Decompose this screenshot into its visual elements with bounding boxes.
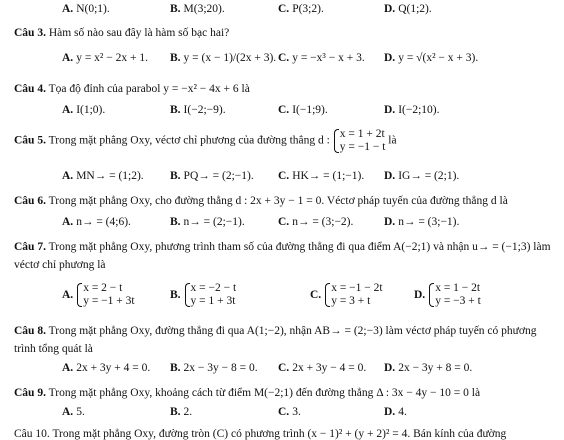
q9-option-a: A. 5.: [62, 406, 85, 418]
q8-option-a: A. 2x + 3y + 4 = 0.: [62, 362, 151, 374]
question-9: Câu 9. Trong mặt phẳng Oxy, khoảng cách từ điểm M(−2;1) đến đường thẳng Δ : 3x − 4y − 10 = 0 là: [14, 387, 481, 399]
question-10-partial: Câu 10. Trong mặt phẳng Oxy, đường tròn (C) có phương trình (x − 1)² + (y + 2)² = 4. Bán kính của đường: [14, 428, 507, 440]
question-4: Câu 4. Tọa độ đỉnh của parabol y = −x² − 4x + 6 là: [14, 83, 250, 95]
q6-option-a: A. n→ = (4;6).: [62, 216, 131, 228]
q8-option-c: C. 2x + 3y − 4 = 0.: [278, 362, 367, 374]
q5-option-c: C. HK→ = (1;−1).: [278, 170, 365, 182]
q7-option-b: B. x = −2 − t y = 1 + 3t: [170, 282, 237, 307]
question-7: Câu 7. Trong mặt phẳng Oxy, phương trình tham số của đường thẳng đi qua điểm A(−2;1) và nhận u→ = (−1;3) làm véctơ chỉ phương là: [14, 241, 551, 271]
question-8: Câu 8. Trong mặt phẳng Oxy, đường thẳng đi qua A(1;−2), nhận AB→ = (2;−3) làm véctơ pháp tuyến có phương trình tổng quát là: [14, 325, 537, 355]
q8-option-b: B. 2x − 3y − 8 = 0.: [170, 362, 258, 374]
option-c: C. P(3;2).: [278, 3, 324, 15]
q6-option-b: B. n→ = (2;−1).: [170, 216, 245, 228]
q5-option-d: D. IG→ = (2;1).: [384, 170, 460, 182]
option-d: D. Q(1;2).: [384, 3, 432, 15]
q3-option-b: B. y = (x − 1)/(2x + 3).: [170, 52, 277, 64]
question-6: Câu 6. Trong mặt phẳng Oxy, cho đường thẳng d : 2x + 3y − 1 = 0. Véctơ pháp tuyến của đường thẳng d là: [14, 195, 508, 207]
q3-option-a: A. y = x² − 2x + 1.: [62, 52, 148, 64]
q4-option-a: A. I(1;0).: [62, 104, 106, 116]
q6-option-c: C. n→ = (3;−2).: [278, 216, 354, 228]
q5-option-b: B. PQ→ = (2;−1).: [170, 170, 254, 182]
q8-option-d: D. 2x − 3y + 8 = 0.: [384, 362, 473, 374]
q9-option-d: D. 4.: [384, 406, 407, 418]
q3-option-c: C. y = −x³ − x + 3.: [278, 52, 365, 64]
parametric-system: x = 1 + 2t y = −1 − t: [333, 128, 386, 154]
option-b: B. M(3;20).: [170, 3, 225, 15]
q4-option-d: D. I(−2;10).: [384, 104, 440, 116]
q7-option-c: C. x = −1 − 2t y = 3 + t: [310, 282, 383, 307]
q3-option-d: D. y = √(x² − x + 3).: [384, 52, 479, 64]
q5-option-a: A. MN→ = (1;2).: [62, 170, 144, 182]
option-a: A. N(0;1).: [62, 3, 110, 15]
q4-option-b: B. I(−2;−9).: [170, 104, 226, 116]
q7-option-a: A. x = 2 − t y = −1 + 3t: [62, 282, 135, 307]
q9-option-b: B. 2.: [170, 406, 193, 418]
question-5: Câu 5. Trong mặt phẳng Oxy, véctơ chỉ phương của đường thẳng d : x = 1 + 2t y = −1 − t là: [14, 128, 397, 153]
q7-option-d: D. x = 1 − 2t y = −3 + t: [414, 282, 481, 307]
question-3: Câu 3. Hàm số nào sau đây là hàm số bạc hai?: [14, 27, 230, 39]
q9-option-c: C. 3.: [278, 406, 301, 418]
q6-option-d: D. n→ = (3;−1).: [384, 216, 460, 228]
q4-option-c: C. I(−1;9).: [278, 104, 328, 116]
